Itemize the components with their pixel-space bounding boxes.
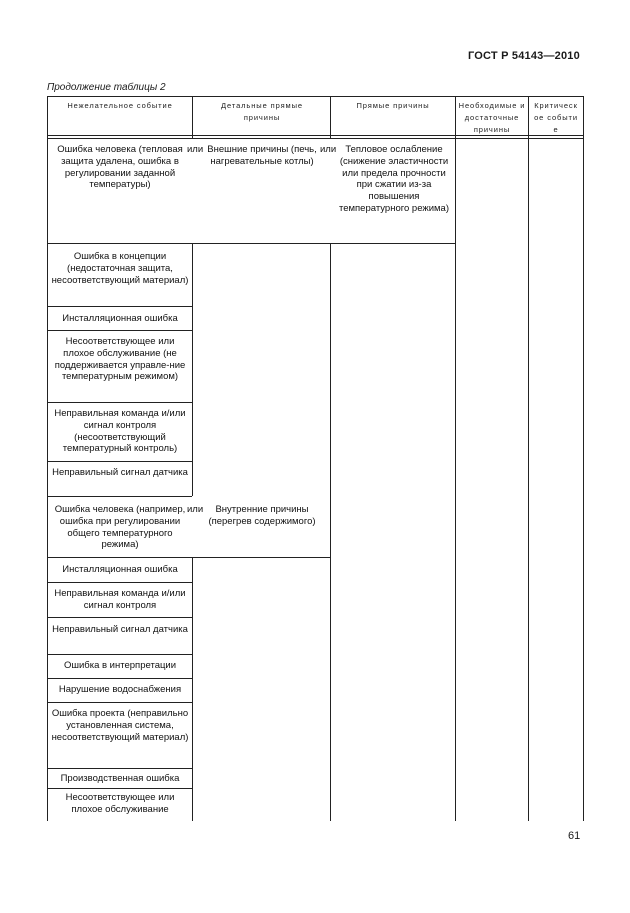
cell-human-error-external: Ошибка человека (тепловая защита удалена, ошибка в регулировании заданной температуры) <box>57 144 183 191</box>
cell-human-error-internal: Ошибка человека (например, ошибка при регулировании общего температурного режима) <box>54 504 186 551</box>
cell-thermal-weakening: Тепловое ослабление (снижение эластичности или предела прочности при сжатии из-за повышения температурного режима) <box>338 144 450 214</box>
cell-wrong-command: Неправильная команда и/или сигнал контроля (несоответствующий температурный контроль) <box>54 408 186 455</box>
column-header-critical-event: Критическое событие <box>534 101 578 134</box>
standard-number: ГОСТ Р 54143—2010 <box>468 50 580 62</box>
table-caption: Продолжение таблицы 2 <box>47 82 166 93</box>
cell-concept-error: Ошибка в концепции (недостаточная защита, несоответствующий материал) <box>51 251 189 286</box>
connector-or: или <box>187 504 204 515</box>
cell-installation-error-2: Инсталляционная ошибка <box>62 564 178 575</box>
connector-or: или <box>320 144 337 155</box>
column-header-detailed-direct-causes: Детальные прямые причины <box>221 101 303 122</box>
cell-wrong-command-2: Неправильная команда и/или сигнал контроля <box>54 588 186 611</box>
cell-poor-maintenance-2: Несоответствующее или плохое обслуживание <box>65 792 175 815</box>
cell-installation-error: Инсталляционная ошибка <box>62 313 178 324</box>
cell-internal-causes: Внутренние причины (перегрев содержимого) <box>208 504 316 527</box>
column-header-necessary-sufficient-causes: Необходимые и достаточные причины <box>458 101 526 134</box>
cell-wrong-sensor-signal: Неправильный сигнал датчика <box>52 467 188 478</box>
cell-poor-maintenance: Несоответствующее или плохое обслуживание (не поддерживается управле-ние температурным режимом) <box>54 336 186 383</box>
connector-or: или <box>187 144 204 155</box>
cell-external-causes: Внешние причины (печь, нагревательные котлы) <box>207 144 317 167</box>
cell-design-error: Ошибка проекта (неправильно установленная система, несоответствующий материал) <box>51 708 189 743</box>
column-header-direct-causes: Прямые причины <box>356 101 430 110</box>
cell-water-supply-failure: Нарушение водоснабжения <box>58 684 182 695</box>
page-number: 61 <box>568 830 581 842</box>
cell-production-error: Производственная ошибка <box>60 773 180 784</box>
cell-interpretation-error: Ошибка в интерпретации <box>63 660 177 671</box>
cell-wrong-sensor-signal-2: Неправильный сигнал датчика <box>52 624 188 635</box>
column-header-undesired-event: Нежелательное событие <box>67 101 173 110</box>
